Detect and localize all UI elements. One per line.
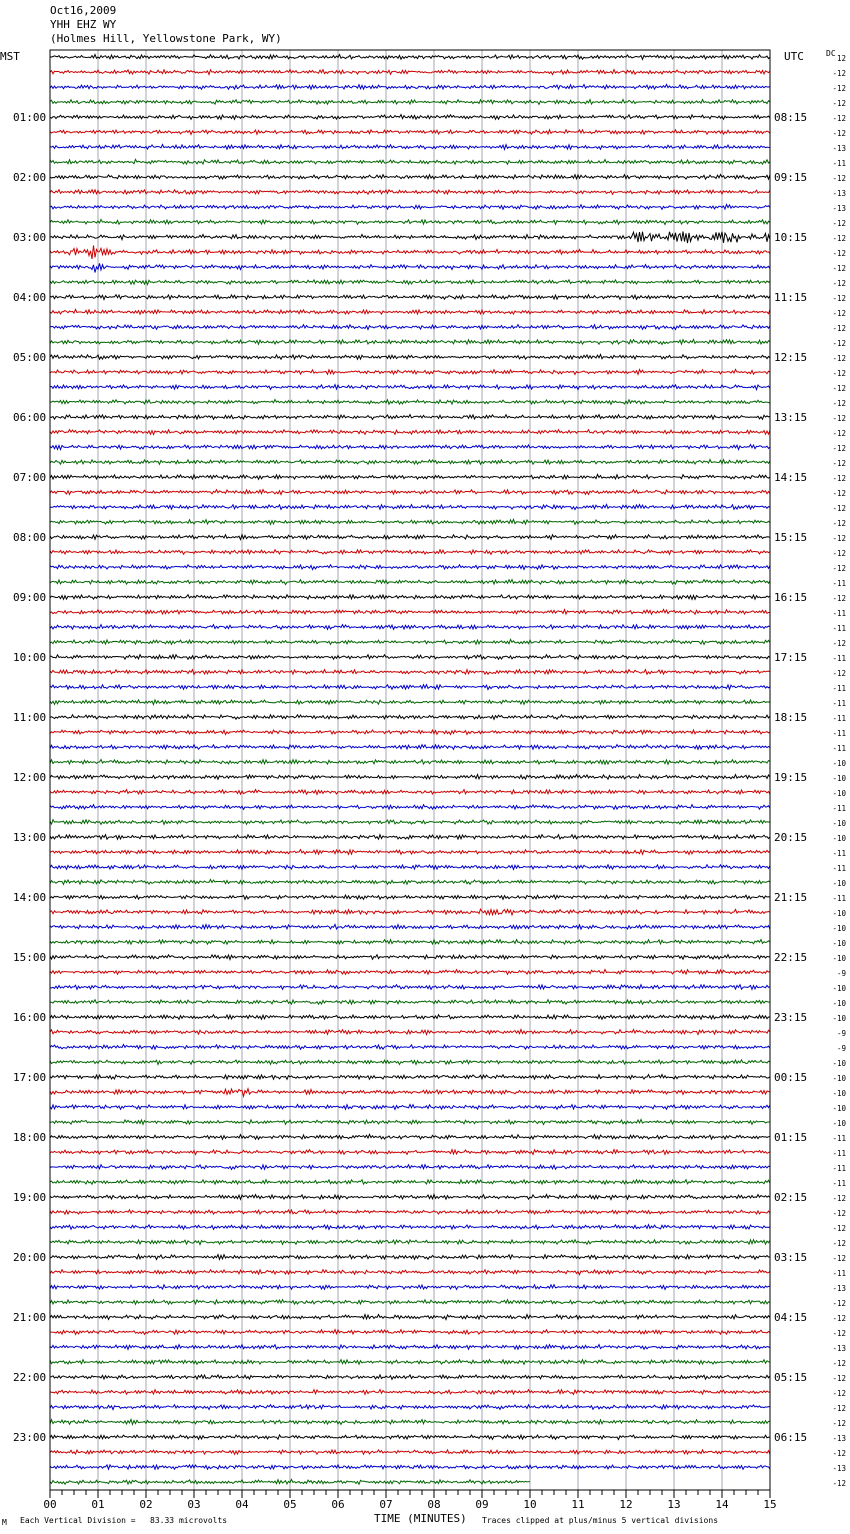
dc-offset-value: -12: [832, 294, 846, 303]
trace-line: [50, 1450, 770, 1454]
dc-offset-value: -12: [832, 1239, 846, 1248]
dc-offset-value: -11: [832, 159, 846, 168]
trace-line: [50, 1089, 770, 1097]
dc-offset-value: -12: [832, 234, 846, 243]
utc-hour-label: 09:15: [774, 171, 808, 184]
dc-offset-value: -12: [832, 99, 846, 108]
dc-offset-value: -11: [832, 654, 846, 663]
vertical-division-note: Each Vertical Division = 83.33 microvolts: [20, 1516, 228, 1525]
trace-line: [50, 245, 770, 259]
dc-offset-value: -13: [832, 1344, 846, 1353]
trace-line: [50, 1015, 770, 1020]
dc-offset-value: -12: [832, 1224, 846, 1233]
utc-hour-label: 10:15: [774, 231, 808, 244]
dc-offset-value: -12: [832, 1329, 846, 1338]
trace-line: [50, 1240, 770, 1245]
x-tick-label: 03: [187, 1498, 201, 1511]
dc-offset-value: -10: [832, 834, 846, 843]
dc-offset-value: -13: [832, 1284, 846, 1293]
right-timezone-label: UTC: [784, 50, 804, 63]
trace-line: [50, 490, 770, 495]
dc-offset-value: 12: [836, 54, 846, 63]
trace-line: [50, 865, 770, 870]
mst-hour-label: 16:00: [13, 1011, 47, 1024]
dc-offset-value: -10: [832, 789, 846, 798]
trace-line: [50, 309, 770, 314]
trace-line: [50, 1045, 770, 1050]
trace-line: [50, 700, 770, 705]
x-tick-label: 04: [235, 1498, 249, 1511]
dc-offset-value: -12: [832, 324, 846, 333]
mst-hour-label: 19:00: [13, 1191, 47, 1204]
mst-hour-label: 17:00: [13, 1071, 47, 1084]
trace-line: [50, 685, 770, 690]
trace-line: [50, 295, 770, 300]
trace-layer: [50, 55, 770, 1485]
trace-line: [50, 1405, 770, 1410]
trace-line: [50, 1315, 770, 1320]
trace-line: [50, 940, 770, 945]
mst-hour-label: 05:00: [13, 351, 47, 364]
dc-offset-value: -12: [832, 444, 846, 453]
utc-hour-label: 06:15: [774, 1431, 808, 1444]
dc-offset-value: -10: [832, 909, 846, 918]
trace-line: [50, 1030, 770, 1035]
dc-offset-value: -12: [832, 1359, 846, 1368]
trace-line: [50, 460, 770, 465]
mst-hour-label: 13:00: [13, 831, 47, 844]
trace-line: [50, 159, 770, 164]
time-axis: [43, 1490, 776, 1511]
trace-line: [50, 1120, 770, 1125]
trace-line: [50, 1134, 770, 1139]
dc-offset-value: -13: [832, 1464, 846, 1473]
clipping-note: Traces clipped at plus/minus 5 vertical divisions: [482, 1516, 719, 1525]
mst-hour-label: 01:00: [13, 111, 47, 124]
station-code: YHH EHZ WY: [50, 18, 117, 31]
x-tick-label: 01: [91, 1498, 105, 1511]
trace-line: [50, 850, 770, 855]
dc-offset-value: -12: [832, 564, 846, 573]
mst-hour-label: 06:00: [13, 411, 47, 424]
trace-line: [50, 580, 770, 585]
trace-line: [50, 1419, 770, 1424]
dc-offset-value: -12: [832, 1449, 846, 1458]
trace-line: [50, 519, 770, 524]
trace-line: [50, 820, 770, 825]
dc-offset-value: -12: [832, 174, 846, 183]
dc-offset-value: -9: [836, 1044, 846, 1053]
dc-offset-value: -12: [832, 474, 846, 483]
dc-offset-value: -12: [832, 1254, 846, 1263]
dc-offset-value: -11: [832, 1149, 846, 1158]
dc-offset-value: -12: [832, 219, 846, 228]
trace-line: [50, 445, 770, 450]
mst-hour-label: 12:00: [13, 771, 47, 784]
dc-offset-value: -11: [832, 714, 846, 723]
dc-offset-value: -11: [832, 624, 846, 633]
trace-line: [50, 1195, 770, 1200]
trace-line: [50, 1330, 770, 1335]
trace-line: [50, 415, 770, 420]
dc-offset-value: -11: [832, 804, 846, 813]
mst-hour-label: 23:00: [13, 1431, 47, 1444]
trace-line: [50, 745, 770, 750]
utc-hour-label: 01:15: [774, 1131, 808, 1144]
trace-line: [50, 504, 770, 509]
trace-line: [50, 655, 770, 660]
dc-offset-value: -12: [832, 279, 846, 288]
trace-line: [50, 385, 770, 390]
trace-line: [50, 175, 770, 180]
utc-hour-label: 05:15: [774, 1371, 808, 1384]
dc-offset-value: -12: [832, 534, 846, 543]
dc-offset-value: -12: [832, 309, 846, 318]
trace-line: [50, 1360, 770, 1365]
x-axis-title: TIME (MINUTES): [374, 1512, 467, 1525]
trace-line: [50, 1180, 770, 1185]
trace-line: [50, 1225, 770, 1230]
mst-hour-label: 09:00: [13, 591, 47, 604]
trace-line: [50, 609, 770, 614]
utc-hour-label: 15:15: [774, 531, 808, 544]
trace-line: [50, 280, 770, 285]
trace-line: [50, 400, 770, 405]
x-tick-label: 06: [331, 1498, 345, 1511]
dc-offset-value: -10: [832, 879, 846, 888]
dc-offset-value: -12: [832, 1194, 846, 1203]
mst-hour-label: 04:00: [13, 291, 47, 304]
trace-line: [50, 370, 770, 375]
utc-hour-label: 12:15: [774, 351, 808, 364]
dc-offset-value: -10: [832, 759, 846, 768]
trace-line: [50, 565, 770, 570]
utc-hour-label: 22:15: [774, 951, 808, 964]
x-tick-label: 07: [379, 1498, 393, 1511]
trace-line: [50, 1150, 770, 1155]
trace-line: [50, 924, 770, 929]
utc-hour-label: 23:15: [774, 1011, 808, 1024]
dc-offset-value: -12: [832, 384, 846, 393]
x-tick-label: 02: [139, 1498, 153, 1511]
dc-offset-value: -10: [832, 999, 846, 1008]
utc-hour-label: 03:15: [774, 1251, 808, 1264]
dc-offset-value: -11: [832, 684, 846, 693]
trace-line: [50, 1165, 770, 1170]
trace-line: [50, 1060, 770, 1065]
dc-offset-value: -10: [832, 1014, 846, 1023]
trace-line: [50, 231, 770, 243]
dc-offset-value: -10: [832, 1074, 846, 1083]
mst-hour-label: 11:00: [13, 711, 47, 724]
trace-line: [50, 970, 770, 975]
trace-line: [50, 1000, 770, 1005]
dc-offset-value: -12: [832, 519, 846, 528]
dc-offset-value: -12: [832, 249, 846, 258]
trace-line: [50, 1345, 770, 1350]
trace-line: [50, 1300, 770, 1305]
dc-offset-value: -12: [832, 129, 846, 138]
x-tick-label: 09: [475, 1498, 489, 1511]
utc-hour-label: 04:15: [774, 1311, 808, 1324]
dc-offset-value: -12: [832, 1299, 846, 1308]
dc-offset-value: -11: [832, 1134, 846, 1143]
dc-offset-value: -12: [832, 1419, 846, 1428]
dc-offset-value: -10: [832, 1059, 846, 1068]
dc-offset-value: -11: [832, 729, 846, 738]
trace-line: [50, 1285, 770, 1290]
utc-hour-label: 11:15: [774, 291, 808, 304]
trace-line: [50, 639, 770, 644]
dc-offset-value: -13: [832, 1434, 846, 1443]
trace-line: [50, 1465, 770, 1469]
dc-offset-value: -12: [832, 594, 846, 603]
utc-hour-label: 16:15: [774, 591, 808, 604]
dc-offset-value: -11: [832, 609, 846, 618]
x-tick-label: 08: [427, 1498, 441, 1511]
dc-offset-value: -11: [832, 849, 846, 858]
dc-offset-value: -10: [832, 774, 846, 783]
dc-offset-value: -12: [832, 69, 846, 78]
trace-line: [50, 775, 770, 780]
dc-offset-value: -10: [832, 1104, 846, 1113]
mst-hour-label: 07:00: [13, 471, 47, 484]
trace-line: [50, 355, 770, 360]
trace-line: [50, 325, 770, 330]
dc-offset-value: -12: [832, 1479, 846, 1488]
mst-hour-label: 15:00: [13, 951, 47, 964]
dc-offset-value: -9: [836, 969, 846, 978]
trace-line: [50, 835, 770, 840]
utc-hour-label: 14:15: [774, 471, 808, 484]
trace-line: [50, 220, 770, 225]
trace-line: [50, 100, 770, 105]
mst-hour-label: 18:00: [13, 1131, 47, 1144]
trace-line: [50, 1390, 770, 1395]
trace-line: [50, 955, 770, 960]
trace-line: [50, 670, 770, 675]
utc-hour-label: 08:15: [774, 111, 808, 124]
x-tick-label: 15: [763, 1498, 777, 1511]
dc-offset-value: -12: [832, 1209, 846, 1218]
trace-line: [50, 1105, 770, 1110]
station-location: (Holmes Hill, Yellowstone Park, WY): [50, 32, 282, 45]
trace-line: [50, 790, 770, 795]
dc-offset-value: -11: [832, 744, 846, 753]
trace-line: [50, 55, 770, 60]
trace-line: [50, 1435, 770, 1440]
dc-offset-value: -12: [832, 669, 846, 678]
trace-line: [50, 760, 770, 765]
dc-offset-value: -12: [832, 429, 846, 438]
dc-offset-value: -12: [832, 1314, 846, 1323]
dc-offset-value: -12: [832, 459, 846, 468]
trace-line: [50, 145, 770, 150]
dc-offset-value: -13: [832, 189, 846, 198]
trace-line: [50, 1255, 770, 1260]
trace-line: [50, 880, 770, 885]
utc-hour-label: 18:15: [774, 711, 808, 724]
dc-offset-value: -10: [832, 1119, 846, 1128]
x-tick-label: 11: [571, 1498, 585, 1511]
mst-hour-label: 14:00: [13, 891, 47, 904]
dc-offset-value: -12: [832, 1389, 846, 1398]
x-tick-label: 05: [283, 1498, 297, 1511]
dc-offset-value: -12: [832, 1404, 846, 1413]
dc-offset-value: -9: [836, 1029, 846, 1038]
utc-hour-label: 02:15: [774, 1191, 808, 1204]
corner-mark: M: [2, 1518, 7, 1527]
trace-line: [50, 1210, 770, 1214]
dc-offset-value: -11: [832, 894, 846, 903]
trace-line: [50, 730, 770, 735]
mst-hour-label: 22:00: [13, 1371, 47, 1384]
dc-offset-value: -11: [832, 579, 846, 588]
dc-offset-value: -10: [832, 954, 846, 963]
mst-hour-label: 08:00: [13, 531, 47, 544]
dc-offset-value: -11: [832, 699, 846, 708]
utc-hour-label: 00:15: [774, 1071, 808, 1084]
x-tick-label: 14: [715, 1498, 729, 1511]
utc-hour-label: 20:15: [774, 831, 808, 844]
dc-offset-value: -10: [832, 1089, 846, 1098]
trace-line: [50, 263, 770, 272]
trace-line: [50, 205, 770, 210]
dc-offset-value: -12: [832, 369, 846, 378]
dc-offset-value: -11: [832, 1164, 846, 1173]
dc-offset-value: -10: [832, 984, 846, 993]
trace-line: [50, 84, 770, 89]
mst-hour-label: 10:00: [13, 651, 47, 664]
dc-offset-value: -12: [832, 114, 846, 123]
x-tick-label: 13: [667, 1498, 681, 1511]
trace-line: [50, 1075, 770, 1080]
dc-offset-value: -12: [832, 399, 846, 408]
trace-line: [50, 130, 770, 135]
utc-hour-label: 17:15: [774, 651, 808, 664]
recording-date: Oct16,2009: [50, 4, 117, 17]
trace-line: [50, 430, 770, 435]
mst-hour-label: 03:00: [13, 231, 47, 244]
dc-offset-value: -10: [832, 924, 846, 933]
dc-offset-value: -13: [832, 204, 846, 213]
trace-line: [50, 550, 770, 555]
dc-offset-value: -12: [832, 1374, 846, 1383]
trace-line: [50, 474, 770, 479]
dc-offset-value: -12: [832, 339, 846, 348]
dc-offset-value: -10: [832, 819, 846, 828]
trace-line: [50, 909, 770, 915]
dc-offset-value: -12: [832, 354, 846, 363]
utc-hour-label: 21:15: [774, 891, 808, 904]
dc-offset-value: -10: [832, 939, 846, 948]
utc-hour-label: 19:15: [774, 771, 808, 784]
mst-hour-label: 20:00: [13, 1251, 47, 1264]
trace-line: [50, 1375, 770, 1379]
x-tick-label: 12: [619, 1498, 633, 1511]
dc-offset-value: -12: [832, 414, 846, 423]
trace-line: [50, 985, 770, 990]
trace-line: [50, 535, 770, 540]
dc-offset-value: -12: [832, 84, 846, 93]
x-tick-label: 00: [43, 1498, 57, 1511]
trace-line: [50, 595, 770, 600]
mst-hour-label: 21:00: [13, 1311, 47, 1324]
dc-offset-value: -12: [832, 264, 846, 273]
dc-offset-header: DC: [826, 49, 836, 58]
dc-offset-value: -11: [832, 1179, 846, 1188]
dc-offset-value: -11: [832, 864, 846, 873]
trace-line: [50, 805, 770, 810]
dc-offset-value: -11: [832, 1269, 846, 1278]
trace-line: [50, 70, 770, 75]
dc-offset-value: -12: [832, 639, 846, 648]
trace-line: [50, 1270, 770, 1275]
left-timezone-label: MST: [0, 50, 20, 63]
dc-offset-value: -12: [832, 504, 846, 513]
trace-line: [50, 340, 770, 345]
utc-hour-label: 13:15: [774, 411, 808, 424]
trace-line: [50, 625, 770, 630]
x-tick-label: 10: [523, 1498, 537, 1511]
dc-offset-value: -12: [832, 549, 846, 558]
dc-offset-value: -12: [832, 489, 846, 498]
trace-line: [50, 115, 770, 120]
dc-offset-value: -13: [832, 144, 846, 153]
trace-line: [50, 190, 770, 195]
trace-line: [50, 715, 770, 720]
mst-hour-label: 02:00: [13, 171, 47, 184]
trace-line: [50, 895, 770, 899]
